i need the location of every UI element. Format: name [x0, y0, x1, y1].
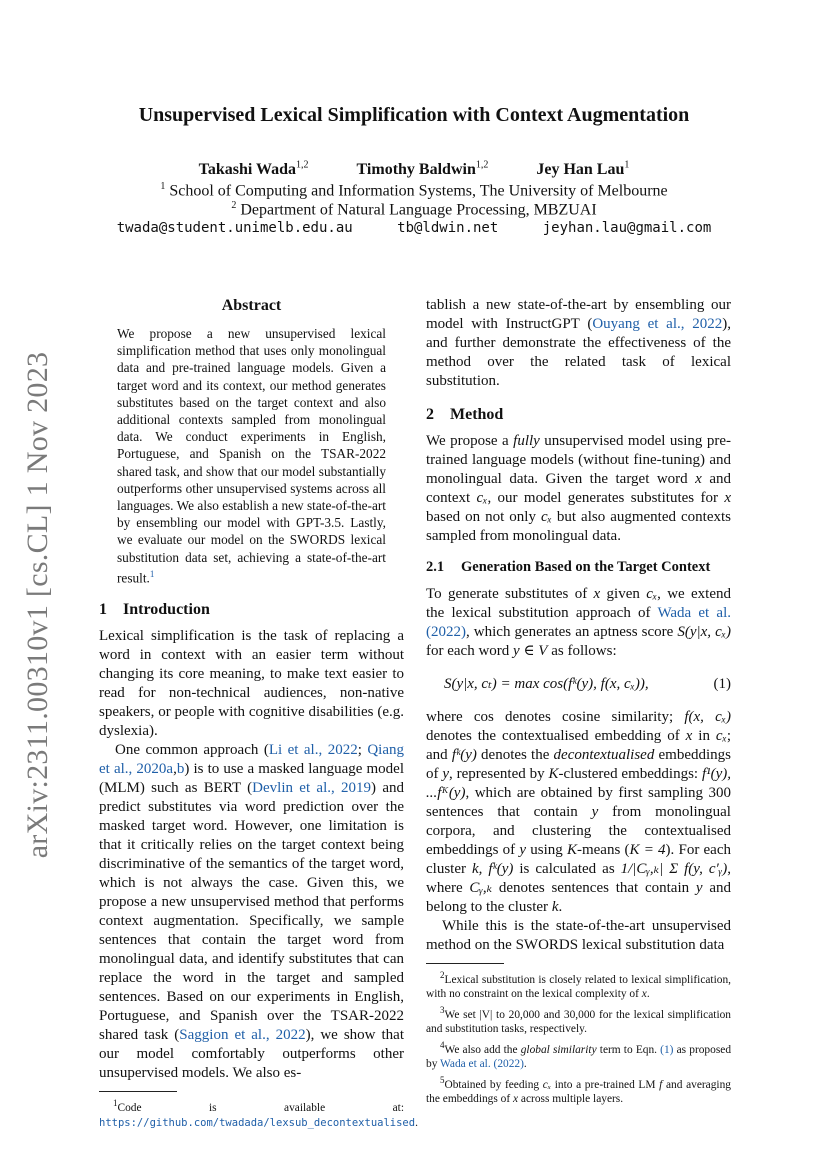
abstract-text: We propose a new unsupervised lexical simplification method that uses only monolingual data and pre-trained language models. Given a target word and its context, our method generates substitutes based on the target context and also additional contexts sampled from monolingual data. We conduct experiments in English, Portuguese, and Spanish on the TSAR-2022 shared task, and show that our model substantially outperforms other unsupervised systems across all languages. We also establish a new state-of-the-art by ensembling our model with GPT-3.5. Lastly, we evaluate our model on the SWORDS lexical substitution data set, achieving a state-of-the-art result.$^1$	[117, 326, 386, 586]
section-method-heading: 2 Method	[426, 406, 504, 423]
citation-link[interactable]: b	[176, 761, 185, 778]
arxiv-sidebar	[10, 351, 66, 859]
method-paragraph: We propose a fully unsupervised model using pre-trained language models (without fine-tuning) and monolingual data. Given the target word x and context cₓ, our model generates substitutes for x based on not only cₓ but also augmented contexts sampled from monolingual data.	[426, 433, 731, 544]
right-column	[426, 296, 731, 1108]
section-introduction-heading: 1 Introduction	[99, 601, 210, 619]
affiliation-1: $^1$ School of Computing and Information Systems, The University of Melbourne	[160, 181, 668, 200]
email-1[interactable]: twada@student.unimelb.edu.au	[116, 220, 353, 236]
citation-link[interactable]: Qiang et al., 2020a	[99, 742, 405, 778]
citation-link[interactable]: Li et al., 2022	[268, 742, 358, 759]
intro-paragraph-2: One common approach (Li et al., 2022; Qiang et al., 2020a,b) is to use a masked language model (MLM) such as BERT (Devlin et al., 2019) and predict substitutes via word prediction over the masked target word. However, one limitation is that it critically relies on the target context being discriminative of the semantics of the target word, which is not always the case. Given this, we propose a new unsupervised method that performs context augmentation. Specifically, we sample sentences that contain the target word from monolingual data, and identify substitutes that can replace the word in the target and sampled sentences. Based on our experiments in English, Portuguese, and Spanish over the TSAR-2022 shared task (Saggion et al., 2022), we show that our model comfortably outperforms other unsupervised models. We also es-	[99, 742, 405, 1082]
left-column	[99, 296, 418, 1131]
author-3: Jey Han Lau$^1$	[536, 160, 630, 179]
subsection-2-1-heading: 2.1 Generation Based on the Target Context	[426, 559, 711, 575]
subsection-paragraph-3: While this is the state-of-the-art unsupervised method on the SWORDS lexical substitution data	[426, 918, 731, 953]
citation-link[interactable]: Wada et al. (2022)	[440, 1058, 524, 1071]
intro-paragraph-1: Lexical simplification is the task of replacing a word in context with an easier term without changing its core meaning, to make text easier to read for non-technical audiences, non-native speakers, or people with cognitive disabilities (e.g. dyslexia).	[99, 628, 404, 740]
footnote-rule	[99, 1091, 177, 1092]
abstract-heading: Abstract	[221, 297, 282, 314]
email-2[interactable]: tb@ldwin.net	[397, 220, 499, 236]
citation-link[interactable]: Devlin et al., 2019	[252, 780, 372, 797]
footnote-rule	[426, 963, 504, 964]
author-emails	[0, 220, 828, 236]
equation-1	[426, 675, 731, 694]
arxiv-identifier: arXiv:2311.00310v1 [cs.CL] 1 Nov 2023	[21, 351, 54, 859]
footnote-1: $^1$Code is available at: https://github.com/twadada/lexsub_decontextualised.	[99, 1098, 418, 1129]
footnote-4: $^4$We also add the global similarity term to Eqn. (1) as proposed by Wada et al. (2022).	[426, 1039, 732, 1071]
affiliation-2: $^2$ Department of Natural Language Processing, MBZUAI	[231, 200, 597, 219]
equation-number: (1)	[713, 676, 731, 692]
subsection-paragraph-1: To generate substitutes of x given cₓ, we extend the lexical substitution approach of Wada et al. (2022), which generates an aptness score S(y|x, cₓ) for each word y ∈ V as follows:	[426, 586, 731, 659]
author-list	[0, 160, 828, 179]
citation-link[interactable]: Ouyang et al., 2022	[592, 316, 723, 332]
footnote-5: $^5$Obtained by feeding cₓ into a pre-trained LM f and averaging the embeddings of x across multiple layers.	[426, 1074, 731, 1106]
continued-paragraph: tablish a new state-of-the-art by ensembling our model with InstructGPT (Ouyang et al., 2022), and further demonstrate the effectiveness of the method over the related task of lexical substitution.	[426, 297, 732, 389]
equation-body: S(y|x, cₜ) = max cos(fᵏ(y), f(x, cₓ)),	[444, 676, 649, 692]
equation-ref-link[interactable]: (1)	[660, 1043, 674, 1056]
author-1: Takashi Wada$^{1,2}$	[198, 160, 309, 179]
footnote-3: $^3$We set |V| to 20,000 and 30,000 for the lexical simplification and substitution tasks, respectively.	[426, 1004, 731, 1036]
citation-link[interactable]: Saggion et al., 2022	[179, 1027, 306, 1044]
paper-title: Unsupervised Lexical Simplification with Context Augmentation	[138, 104, 690, 126]
email-3[interactable]: jeyhan.lau@gmail.com	[542, 220, 712, 236]
citation-link[interactable]: Wada et al. (2022)	[426, 605, 731, 640]
author-2: Timothy Baldwin$^{1,2}$	[356, 160, 489, 179]
subsection-paragraph-2: where cos denotes cosine similarity; f(x, cₓ) denotes the contextualised embedding of x in cₓ; and fᵏ(y) denotes the decontextualised embeddings of y, represented by K-clustered embeddings: f¹(y), ...fᴷ(y), which are obtained by first sampling 300 sentences that contain y from monolingual corpora, and clustering the contextualised embeddings of y using K-means (K = 4). For each cluster k, fᵏ(y) is calculated as 1/|Cᵧ,ₖ| Σ f(y, c′ᵧ), where Cᵧ,ₖ denotes sentences that contain y and belong to the cluster k.	[426, 709, 731, 915]
footnote-ref-1[interactable]: 1	[149, 568, 155, 579]
code-url-link[interactable]: https://github.com/twadada/lexsub_decontextualised	[99, 1116, 416, 1129]
footnote-2: $^2$Lexical substitution is closely related to lexical simplification, with no constraint on the lexical complexity of x.	[426, 970, 731, 1001]
